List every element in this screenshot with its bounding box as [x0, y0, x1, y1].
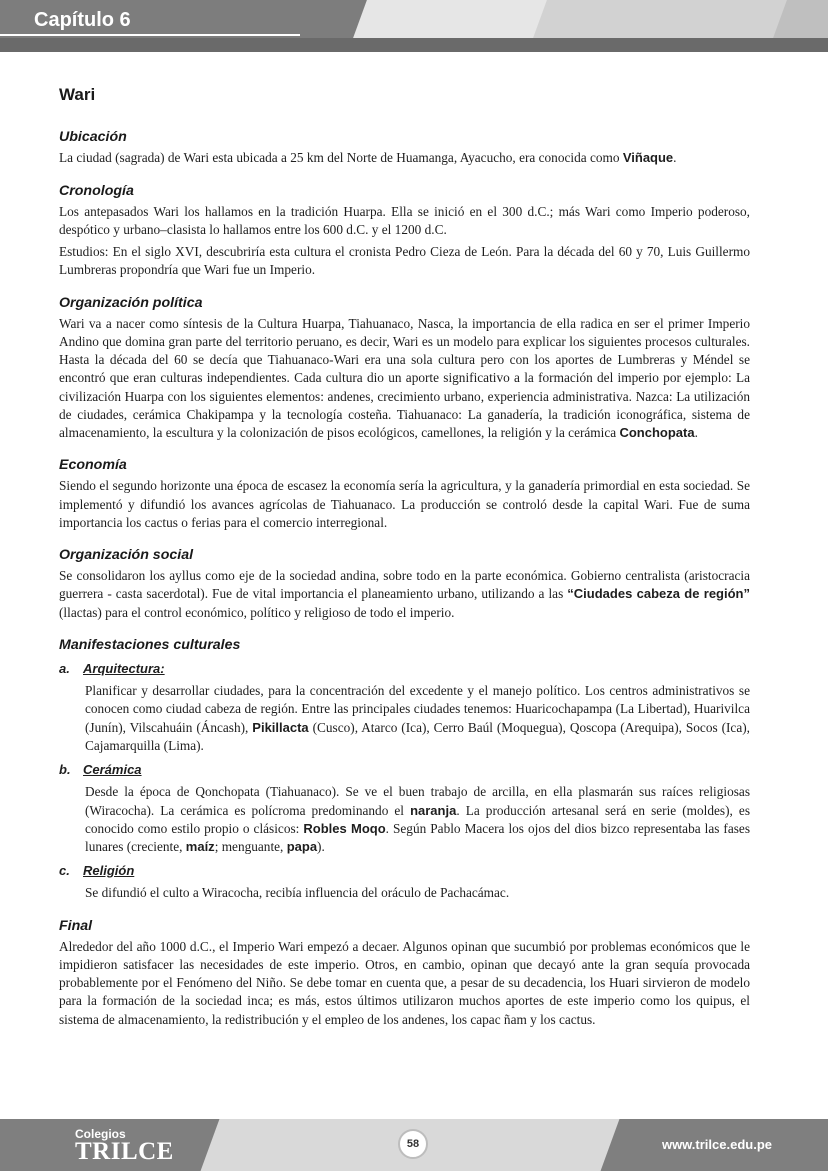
section-cronologia: [59, 182, 750, 280]
page-content: [59, 86, 750, 1043]
section-ubicacion: [59, 128, 750, 167]
paragraph: Desde la época de Qonchopata (Tiahuanaco). Se ve el buen trabajo de arcilla, en ella plasmarán sus raíces religiosas (Wiracocha). La cerámica es polícroma predominando el naranja. La producción artesanal será en serie (moldes), es conocido como estilo propio o clásicos: Robles Moqo. Según Pablo Macera los ojos del dios bizco representaba las fases lunares (creciente, maíz; menguante, papa).: [85, 784, 751, 854]
section-heading: Organización social: [59, 547, 194, 564]
page-footer: [0, 1119, 828, 1171]
item-letter: c.: [59, 863, 70, 879]
section-social: [59, 546, 750, 622]
list-item-religion: [59, 862, 750, 902]
page-header: [0, 0, 828, 52]
paragraph: Wari va a nacer como síntesis de la Cultura Huarpa, Tiahuanaco, Nasca, la importancia de ella radica en ser el primer Imperio Andino que domina gran parte del territorio peruano, es decir, Wari es un modelo para explicar los siguientes procesos culturales. Hasta la década del 60 se decía que Tiahuanaco-Wari era una sola cultura pero con los aportes de Lumbreras y Méndel se encontró que eran culturas independientes. Cada cultura dio un aporte significativo a la formación del imperio por ejemplo: La civilización Huarpa con los siguientes elementos: andenes, crecimiento urbano, experiencia administrativa. Nazca: La utilización de ciudades, cerámica Chakipampa y la tecnología costeña. Tiahuanaco: La ganadería, la tradición iconográfica, sistema de almacenamiento, la escultura y la colonización de pisos ecológicos, camellones, la religión y la cerámica Conchopata.: [59, 315, 750, 441]
section-economia: [59, 456, 750, 532]
paragraph: Se difundió el culto a Wiracocha, recibía influencia del oráculo de Pachacámac.: [85, 885, 510, 901]
section-manifestaciones: [59, 636, 750, 903]
website-url: www.trilce.edu.pe: [661, 1137, 772, 1152]
section-heading: Cronología: [59, 182, 134, 199]
chapter-underline: [0, 34, 300, 36]
paragraph: La ciudad (sagrada) de Wari esta ubicada a 25 km del Norte de Huamanga, Ayacucho, era conocida como Viñaque.: [59, 150, 677, 166]
item-label: Religión: [83, 863, 135, 879]
section-heading: Organización política: [59, 294, 203, 311]
bold-term: maíz: [185, 838, 215, 854]
section-final: [59, 917, 750, 1029]
section-heading: Final: [59, 917, 93, 934]
list-item-arquitectura: [59, 660, 750, 755]
school-logo: TRILCE: [75, 1138, 174, 1165]
item-heading: [59, 660, 750, 678]
item-letter: b.: [59, 762, 71, 778]
section-heading: Manifestaciones culturales: [59, 636, 241, 653]
bold-term: Viñaque: [622, 150, 674, 166]
school-logo-small: Colegios: [75, 1127, 126, 1141]
paragraph: Se consolidaron los ayllus como eje de la sociedad andina, sobre todo en la parte económica. Gobierno centralista (aristocracia guerrera - casta sacerdotal). Fue de vital importancia el planeamiento urbano, utilizando a las “Ciudades cabeza de región” (llactas) para el control económico, político y religioso de todo el imperio.: [59, 568, 750, 620]
bold-term: Pikillacta: [252, 719, 309, 735]
list-item-ceramica: [59, 761, 750, 856]
paragraph: Alrededor del año 1000 d.C., el Imperio Wari empezó a decaer. Algunos opinan que sucumbió por problemas económicos que le impidieron satisfacer las necesidades de este imperio. Otros, en cambio, opinan que decayó ante la gran sequía provocada probablemente por el Fenómeno del Niño. Se debe tomar en cuenta que, a pesar de su decadencia, los Huari sirvieron de modelo para la formación de la sociedad inca; es más, estos últimos utilizaron muchos aportes de este imperio como los quipus, el sistema de almacenamiento, la redistribución y el empleo de los andenes, los capac ñam y los cactus.: [59, 938, 750, 1027]
header-strip: [0, 38, 828, 52]
bold-term: “Ciudades cabeza de región”: [567, 586, 750, 602]
item-label: Arquitectura:: [83, 661, 165, 677]
bold-term: Robles Moqo: [303, 820, 386, 836]
section-heading: Ubicación: [59, 129, 127, 146]
bold-term: papa: [286, 838, 318, 854]
document-title: Wari: [59, 85, 96, 104]
item-heading: [59, 761, 750, 779]
paragraph: Siendo el segundo horizonte una época de escasez la economía sería la agricultura, y la ganadería primordial en esta sociedad. Se implementó y difundió los avances agrícolas de Tiahuanaco. La producción se controló desde la capital Wari. Fue de suma importancia los cactus o ferias para el comercio interregional.: [59, 478, 750, 530]
chapter-title: Capítulo 6: [34, 9, 131, 31]
section-heading: Economía: [59, 457, 127, 474]
paragraph: Estudios: En el siglo XVI, descubriría esta cultura el cronista Pedro Cieza de León. Para la década del 60 y 70, Luis Guillermo Lumbreras propondría que Wari fue un Imperio.: [59, 244, 750, 278]
item-letter: a.: [59, 661, 70, 677]
paragraph: Los antepasados Wari los hallamos en la tradición Huarpa. Ella se inició en el 300 d.C.; más Wari como Imperio poderoso, despótico y urbano–clasista lo hallamos entre los 600 d.C. y el 1200 d.C.: [59, 203, 750, 238]
item-label: Cerámica: [83, 762, 142, 778]
section-politica: [59, 294, 750, 443]
bold-term: Conchopata: [619, 425, 695, 441]
item-heading: [59, 862, 750, 880]
bold-term: naranja: [410, 802, 457, 818]
page-number: 58: [398, 1129, 428, 1159]
paragraph: Planificar y desarrollar ciudades, para la concentración del excedente y el manejo político. Los centros administrativos se conocen como ciudad cabeza de región. Entre las principales ciudades tenemos: Huaricochapampa (La Libertad), Huarivilca (Junín), Vilscahuáin (Áncash), Pikillacta (Cusco), Atarco (Ica), Cerro Baúl (Moquegua), Qoscopa (Arequipa), Socos (Ica), Cajamarquilla (Lima).: [85, 683, 750, 753]
